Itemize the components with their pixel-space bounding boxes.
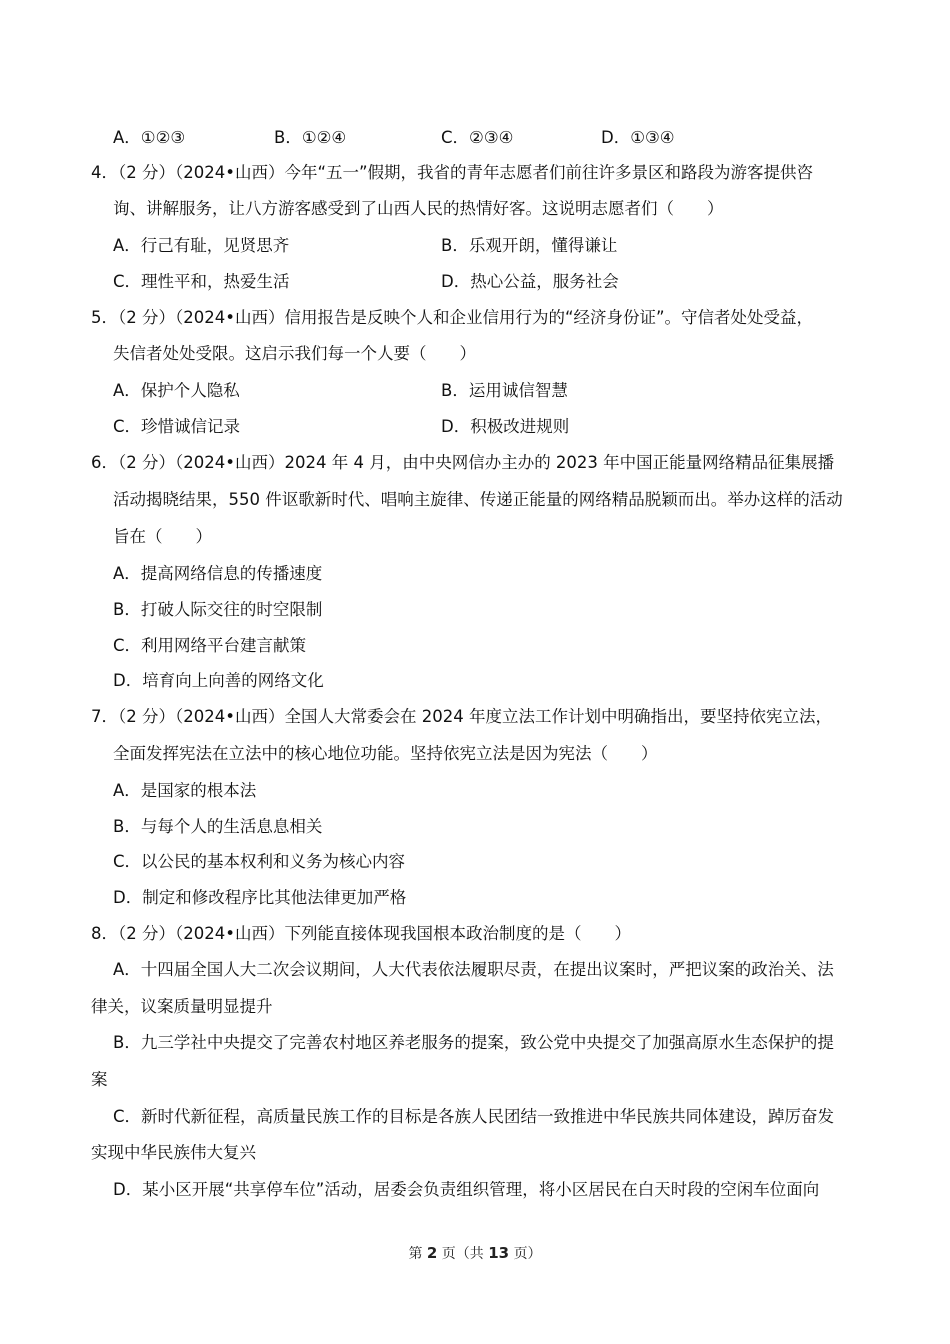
q8-option-d-line-1: D．某小区开展“共享停车位”活动，居委会负责组织管理，将小区居民在白天时段的空闲车位面向 bbox=[113, 1180, 820, 1199]
q3-option-d: D．①③④ bbox=[601, 128, 675, 147]
q5-stem-line-2: 失信者处处受限。这启示我们每一个人要（ ） bbox=[113, 344, 476, 363]
q6-option-d: D．培育向上向善的网络文化 bbox=[113, 671, 324, 690]
q5-option-d: D．积极改进规则 bbox=[441, 417, 570, 436]
q3-option-a: A．①②③ bbox=[113, 128, 186, 147]
q7-stem-line-1: 7．（2 分）（2024•山西）全国人大常委会在 2024 年度立法工作计划中明确指出，要坚持依宪立法， bbox=[91, 707, 832, 726]
q5-option-c: C．珍惜诚信记录 bbox=[113, 417, 241, 436]
footer-middle: 页（共 bbox=[441, 1246, 484, 1262]
q4-option-d: D．热心公益，服务社会 bbox=[441, 272, 619, 291]
q8-option-b-line-1: B．九三学社中央提交了完善农村地区养老服务的提案，致公党中央提交了加强高原水生态保护的提 bbox=[113, 1033, 834, 1052]
q8-stem-line-1: 8．（2 分）（2024•山西）下列能直接体现我国根本政治制度的是（ ） bbox=[91, 924, 631, 943]
q8-option-a-line-2: 律关，议案质量明显提升 bbox=[91, 997, 273, 1016]
q7-option-d: D．制定和修改程序比其他法律更加严格 bbox=[113, 888, 407, 907]
q4-stem-line-1: 4．（2 分）（2024•山西）今年“五一”假期，我省的青年志愿者们前往许多景区和路段为游客提供咨 bbox=[91, 163, 814, 182]
q4-stem-line-2: 询、讲解服务，让八方游客感受到了山西人民的热情好客。这说明志愿者们（ ） bbox=[113, 199, 724, 218]
q4-option-a: A．行己有耻，见贤思齐 bbox=[113, 236, 290, 255]
q6-option-b: B．打破人际交往的时空限制 bbox=[113, 600, 323, 619]
q7-stem-line-2: 全面发挥宪法在立法中的核心地位功能。坚持依宪立法是因为宪法（ ） bbox=[113, 744, 658, 763]
q6-stem-line-3: 旨在（ ） bbox=[113, 527, 212, 546]
q7-option-a: A．是国家的根本法 bbox=[113, 781, 257, 800]
q4-option-b: B．乐观开朗，懂得谦让 bbox=[441, 236, 618, 255]
q5-stem-line-1: 5．（2 分）（2024•山西）信用报告是反映个人和企业信用行为的“经济身份证”。守信者处处受益， bbox=[91, 308, 814, 327]
footer-suffix: 页） bbox=[513, 1246, 542, 1262]
q5-option-a: A．保护个人隐私 bbox=[113, 381, 240, 400]
q7-option-c: C．以公民的基本权利和义务为核心内容 bbox=[113, 852, 406, 871]
footer-page-number: 2 bbox=[426, 1244, 438, 1262]
q7-option-b: B．与每个人的生活息息相关 bbox=[113, 817, 323, 836]
q8-option-a-line-1: A．十四届全国人大二次会议期间，人大代表依法履职尽责，在提出议案时，严把议案的政治关、法 bbox=[113, 960, 834, 979]
q6-option-a: A．提高网络信息的传播速度 bbox=[113, 564, 323, 583]
q3-option-c: C．②③④ bbox=[441, 128, 514, 147]
q8-option-c-line-2: 实现中华民族伟大复兴 bbox=[91, 1143, 256, 1162]
q6-stem-line-1: 6．（2 分）（2024•山西）2024 年 4 月，由中央网信办主办的 2023 年中国正能量网络精品征集展播 bbox=[91, 453, 835, 472]
q8-option-c-line-1: C．新时代新征程，高质量民族工作的目标是各族人民团结一致推进中华民族共同体建设，踔厉奋发 bbox=[113, 1107, 835, 1126]
page-footer bbox=[0, 1243, 950, 1263]
q5-option-b: B．运用诚信智慧 bbox=[441, 381, 568, 400]
footer-prefix: 第 bbox=[408, 1246, 423, 1262]
q8-option-b-line-2: 案 bbox=[91, 1070, 108, 1089]
q4-option-c: C．理性平和，热爱生活 bbox=[113, 272, 290, 291]
q6-stem-line-2: 活动揭晓结果，550 件讴歌新时代、唱响主旋律、传递正能量的网络精品脱颖而出。举办这样的活动 bbox=[113, 490, 843, 509]
q3-option-b: B．①②④ bbox=[274, 128, 347, 147]
q6-option-c: C．利用网络平台建言献策 bbox=[113, 636, 307, 655]
footer-total-pages: 13 bbox=[488, 1244, 510, 1262]
